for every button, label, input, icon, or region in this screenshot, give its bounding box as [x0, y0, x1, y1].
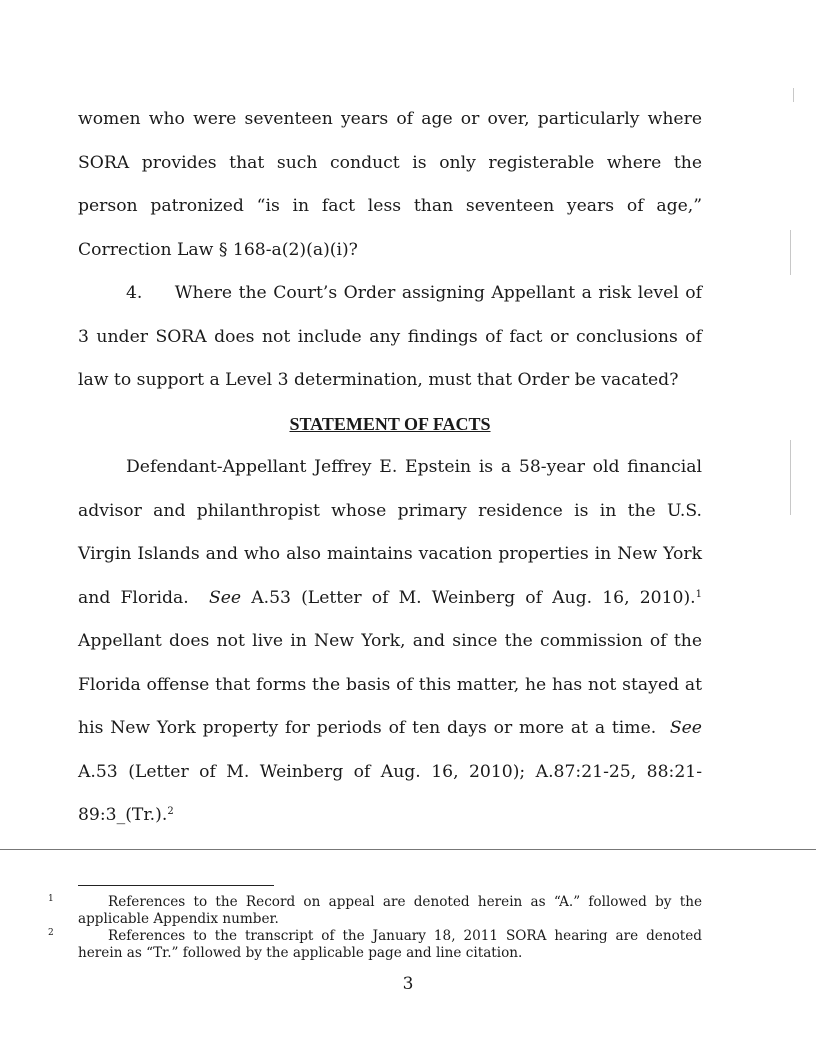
footnote-ref-1: 1: [695, 588, 702, 600]
section-heading: STATEMENT OF FACTS: [289, 413, 491, 434]
see-signal-2: See: [669, 718, 702, 738]
scan-line: [0, 849, 816, 850]
footnotes: [48, 894, 702, 962]
scan-mark: [790, 440, 791, 515]
footnote-2: [48, 928, 702, 962]
citation-1: A.53 (Letter of M. Weinberg of Aug. 16, 2010).: [251, 587, 696, 608]
footnote-1: [48, 894, 702, 928]
footnote-text-1: References to the Record on appeal are denoted herein as “A.” followed by the applicable Appendix number.: [78, 894, 702, 927]
question-4: [78, 272, 702, 403]
footnote-number-2: 2: [48, 928, 54, 938]
citation-2: A.53 (Letter of M. Weinberg of Aug. 16, 2010); A.87:21-25, 88:21-89:3_(Tr.).: [78, 761, 702, 825]
question-4-text: Where the Court’s Order assigning Appellant a risk level of 3 under SORA does not include any findings of fact or conclusions of law to support a Level 3 determination, must that Order be vacated?: [78, 283, 702, 390]
footnote-separator: [78, 885, 274, 886]
scan-mark: [793, 88, 794, 102]
facts-text-1: Defendant-Appellant Jeffrey E. Epstein is a 58-year old financial advisor and philanthropist whose primary residence is in the U.S. Virgin Islands and who also maintains vacation properties in New York and Florida.: [78, 457, 702, 608]
paragraph-continuation: women who were seventeen years of age or over, particularly where SORA provides that such conduct is only registerable where the person patronized “is in fact less than seventeen years of age,” Correction Law § 168-a(2)(a)(i)?: [78, 109, 702, 260]
page-number: 3: [402, 974, 414, 994]
scan-mark: [790, 230, 791, 275]
see-signal-1: See: [208, 587, 242, 608]
body-text: [78, 98, 702, 838]
footnote-text-2: References to the transcript of the January 18, 2011 SORA hearing are denoted herein as “Tr.” followed by the applicable page and line citation.: [78, 928, 702, 961]
facts-paragraph: [78, 446, 702, 838]
facts-text-2: Appellant does not live in New York, and since the commission of the Florida offense that forms the basis of this matter, he has not stayed at his New York property for periods of ten days or more at a time.: [78, 631, 702, 738]
footnote-ref-2: 2: [167, 806, 174, 817]
footnote-number-1: 1: [48, 894, 54, 904]
question-4-number: 4.: [126, 283, 143, 303]
